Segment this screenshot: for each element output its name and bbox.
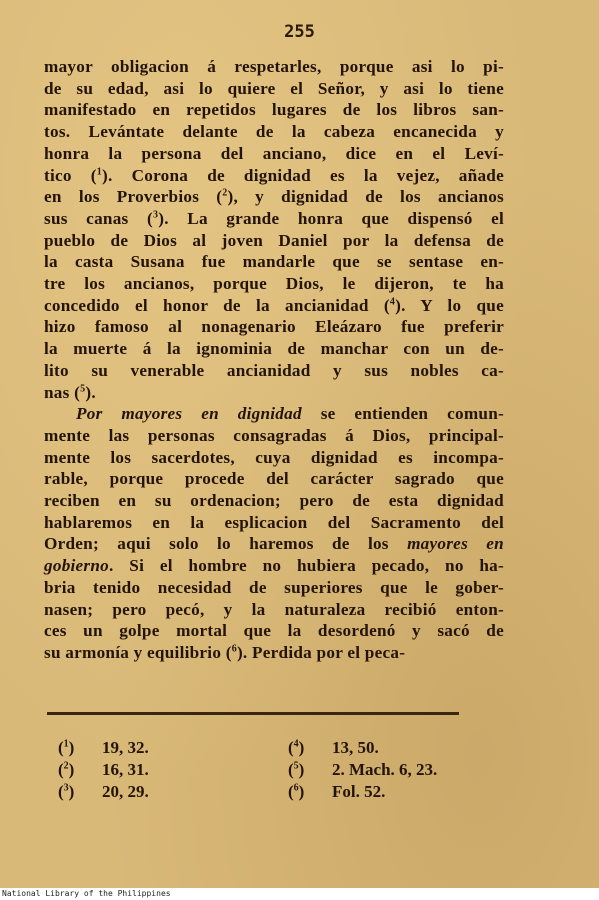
footnote-number: ($^2$): [58, 760, 75, 779]
text-line: [44, 316, 504, 338]
text-line: [44, 447, 504, 469]
text-line: [44, 577, 504, 599]
footnote-marker: 1: [96, 165, 102, 177]
text-line: [44, 382, 504, 404]
text-line: [44, 230, 504, 252]
line-text: tos. Levántate delante de la cabeza encanecida y: [44, 122, 504, 142]
line-text: de su edad, asi lo quiere el Señor, y asi lo tiene: [44, 78, 504, 98]
footnote-reference: 2. Mach. 6, 23.: [332, 760, 438, 779]
line-text: manifestado en repetidos lugares de los libros san-: [44, 100, 504, 120]
footnote: [288, 759, 437, 781]
line-text: en los Proverbios (: [44, 187, 223, 207]
text-line: [44, 360, 504, 382]
text-line: [44, 251, 504, 273]
text-line: [44, 273, 504, 295]
line-text: hizo famoso al nonagenario Eleázaro fue preferir: [44, 317, 504, 337]
line-text: se entienden comun-: [301, 404, 504, 424]
line-text: bria tenido necesidad de superiores que le gober-: [44, 577, 504, 597]
line-text: pueblo de Dios al joven Daniel por la defensa de: [44, 230, 504, 250]
line-text: . Si el hombre no hubiera pecado, no ha-: [109, 556, 504, 576]
footnote-reference: 20, 29.: [102, 782, 149, 801]
line-text: ). Y lo que: [395, 295, 504, 315]
text-line: [44, 338, 504, 360]
line-text: su armonía y equilibrio (: [44, 642, 232, 662]
text-line: [44, 468, 504, 490]
footnote-number-sup: 4: [293, 738, 299, 750]
line-text: ). Corona de dignidad es la vejez, añade: [102, 165, 504, 185]
text-line: [44, 56, 504, 78]
footnote-marker: 4: [389, 296, 396, 307]
footnote-number-sup: 2: [63, 760, 69, 772]
line-text: nas (: [44, 382, 81, 402]
line-text: la muerte á la ignominia de manchar con un de-: [44, 339, 504, 359]
text-line: [44, 620, 504, 642]
italic-phrase: Por mayores en dignidad: [76, 404, 302, 424]
footnote-number: ($^3$): [58, 782, 75, 801]
line-text: sus canas (: [44, 208, 153, 228]
text-line: [44, 121, 504, 143]
line-text: lito su venerable ancianidad y sus nobles ca-: [44, 360, 504, 380]
footnote: [58, 781, 149, 803]
line-text: tico (: [44, 165, 97, 185]
italic-phrase: mayores en: [407, 534, 504, 554]
line-text: concedido el honor de la ancianidad (: [44, 295, 390, 315]
line-text: honra la persona del anciano, dice en el Leví-: [44, 143, 504, 163]
footnote-rule: [47, 712, 459, 715]
line-text: tre los ancianos, porque Dios, le dijeron, te ha: [44, 274, 504, 294]
text-line: [44, 143, 504, 165]
text-line: [44, 555, 504, 577]
line-text: ). Perdida por el peca-: [236, 642, 406, 662]
footnote-marker: 2: [222, 187, 228, 199]
footnote-number-sup: 6: [293, 782, 299, 794]
footnote-number: ($^1$): [58, 738, 75, 757]
text-line: [44, 208, 504, 230]
line-text: ).: [85, 382, 96, 402]
line-text: ). La grande honra que dispensó el: [158, 208, 504, 228]
body-text: [44, 56, 504, 664]
line-text: reciben en su ordenacion; pero de esta dignidad: [44, 491, 504, 511]
text-line: [44, 186, 504, 208]
footnote-number-sup: 3: [63, 782, 69, 794]
text-line: [44, 599, 504, 621]
footnote-number: ($^4$): [288, 738, 305, 757]
page-number: 255: [284, 22, 315, 42]
line-text: mente los sacerdotes, cuya dignidad es incompa-: [44, 447, 504, 467]
footnote-marker: 3: [152, 209, 159, 221]
footnote-reference: 13, 50.: [332, 738, 379, 757]
italic-phrase: gobierno: [44, 556, 110, 576]
footnote-reference: Fol. 52.: [332, 782, 386, 801]
footnote-reference: 16, 31.: [102, 760, 149, 779]
footnote-number: ($^5$): [288, 760, 305, 779]
text-line: [44, 425, 504, 447]
text-line: [44, 512, 504, 534]
line-text: mayor obligacion á respetarles, porque asi lo pi-: [44, 57, 504, 76]
text-line: [44, 78, 504, 100]
footnote: [288, 781, 437, 803]
text-line: [44, 490, 504, 512]
text-line: [44, 533, 504, 555]
footnote: [58, 737, 149, 759]
line-text: nasen; pero pecó, y la naturaleza recibió enton-: [44, 599, 504, 619]
text-line: [44, 403, 504, 425]
text-line: [44, 642, 504, 664]
line-text: ces un golpe mortal que la desordenó y sacó de: [44, 621, 504, 641]
footnote-marker: 5: [80, 382, 86, 394]
line-text: hablaremos en la esplicacion del Sacramento del: [44, 512, 504, 532]
footnote-reference: 19, 32.: [102, 738, 149, 757]
footnote-number-sup: 1: [63, 738, 69, 750]
line-text: ), y dignidad de los ancianos: [227, 187, 504, 207]
text-line: [44, 295, 504, 317]
text-line: [44, 99, 504, 121]
footnote-marker: 6: [231, 643, 237, 655]
line-text: Orden; aqui solo lo haremos de los: [44, 534, 408, 554]
library-footer: National Library of the Philippines: [2, 889, 171, 898]
footnotes-right-column: [288, 737, 437, 803]
line-text: rable, porque procede del carácter sagrado que: [44, 469, 504, 489]
line-text: mente las personas consagradas á Dios, principal-: [44, 425, 504, 445]
footnote: [58, 759, 149, 781]
footnote: [288, 737, 437, 759]
footnote-number-sup: 5: [293, 760, 299, 772]
footnote-number: ($^6$): [288, 782, 305, 801]
footnotes-left-column: [58, 737, 149, 803]
text-line: [44, 165, 504, 187]
line-text: la casta Susana fue mandarle que se sentase en-: [44, 252, 504, 272]
